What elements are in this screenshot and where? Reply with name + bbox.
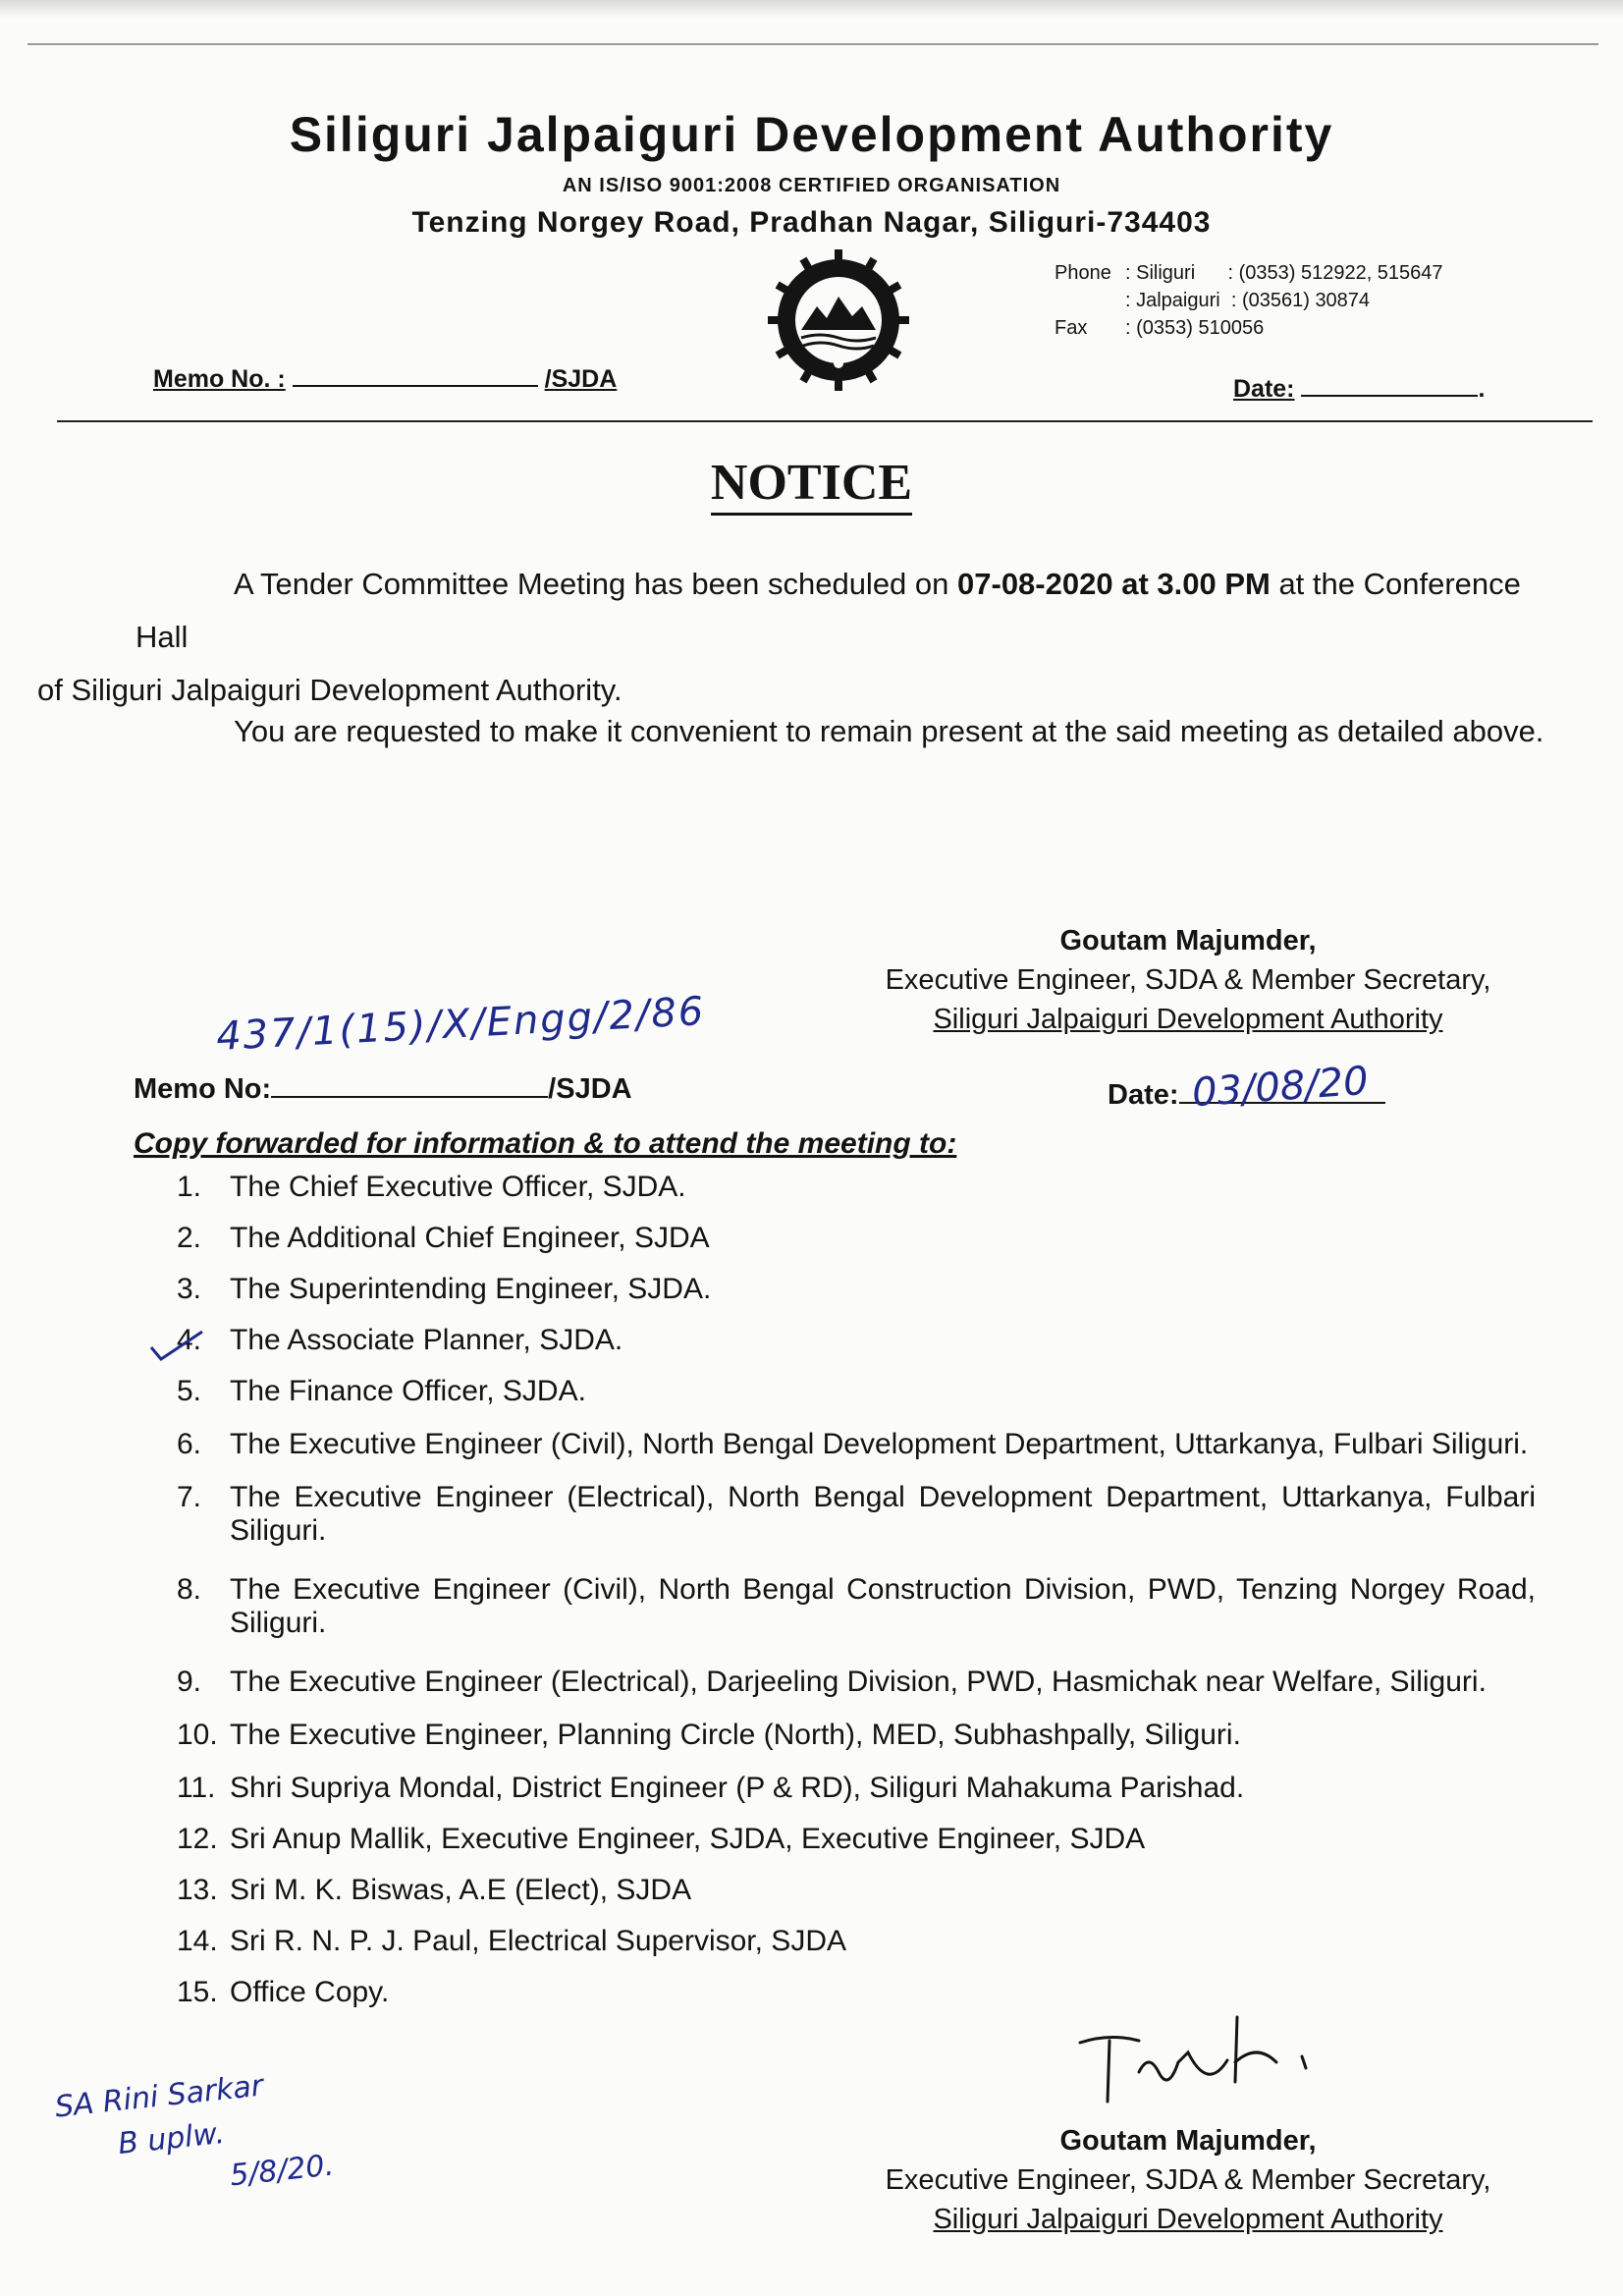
signatory-name: Goutam Majumder, (1059, 2125, 1317, 2157)
header-divider (57, 420, 1593, 422)
note-line: SA Rini Sarkar (53, 2068, 265, 2125)
list-item-number: 10. (177, 1719, 218, 1751)
signatory-block-2 (825, 2121, 1551, 2239)
sjda-seal-logo (766, 247, 911, 393)
contact-value: : Jalpaiguri : (03561) 30874 (1125, 290, 1371, 311)
note-line: 5/8/20. (228, 2148, 336, 2194)
forward-memo-suffix: /SJDA (548, 1073, 632, 1105)
org-address: Tenzing Norgey Road, Pradhan Nagar, Siliguri-734403 (411, 206, 1212, 239)
scan-top-line (27, 43, 1598, 45)
forward-memo-blank (271, 1070, 548, 1098)
list-item-text: The Additional Chief Engineer, SJDA (230, 1222, 710, 1254)
org-name: Siliguri Jalpaiguri Development Authority (289, 107, 1334, 162)
contact-label: Fax (1055, 317, 1088, 339)
list-item-text: The Superintending Engineer, SJDA. (230, 1273, 712, 1305)
notice-paragraph-2: You are requested to make it convenient to remain present at the said meeting as detailed above. (234, 714, 1544, 748)
list-item-text: The Executive Engineer (Electrical), North Bengal Development Department, Uttarkanya, Fulbari Siliguri. (230, 1481, 1536, 1547)
list-item-number: 15. (177, 1976, 218, 2008)
date-blank-line (1301, 373, 1478, 397)
list-item-number: 11. (177, 1772, 216, 1804)
handwritten-signature (1070, 2013, 1325, 2121)
list-item-number: 13. (177, 1874, 218, 1906)
contact-label: Phone (1055, 262, 1111, 284)
memo-blank-line (293, 363, 538, 387)
para1-text-cont: at the Conference Hall (135, 567, 1521, 654)
contact-fax-row (1055, 314, 1443, 342)
signatory-org: Siliguri Jalpaiguri Development Authority (933, 1004, 1443, 1035)
para1-text-end: of Siliguri Jalpaiguri Development Authority. (37, 673, 622, 707)
list-item-text: The Executive Engineer, Planning Circle (North), MED, Subhashpally, Siliguri. (230, 1719, 1241, 1751)
list-item-text: Shri Supriya Mondal, District Engineer (P & RD), Siliguri Mahakuma Parishad. (230, 1772, 1245, 1804)
list-item-number: 3. (177, 1273, 202, 1305)
signatory-designation: Executive Engineer, SJDA & Member Secretary, (885, 2164, 1491, 2196)
date-handwritten: 03/08/20 (1190, 1058, 1371, 1117)
signatory-name: Goutam Majumder, (1059, 925, 1317, 957)
signatory-block-1 (844, 921, 1532, 1039)
list-item-number: 1. (177, 1171, 202, 1203)
contact-phone-row-2 (1055, 287, 1443, 314)
list-item-number: 2. (177, 1222, 202, 1254)
list-item-text: The Executive Engineer (Electrical), Darjeeling Division, PWD, Hasmichak near Welfare, Siliguri. (230, 1666, 1487, 1698)
para1-text: A Tender Committee Meeting has been scheduled on (234, 567, 958, 601)
signatory-designation: Executive Engineer, SJDA & Member Secretary, (885, 964, 1491, 996)
list-item-text: Sri R. N. P. J. Paul, Electrical Supervisor, SJDA (230, 1925, 846, 1957)
notice-paragraph-1 (37, 558, 1540, 717)
scan-top-shadow (0, 0, 1623, 18)
forward-date-label: Date: (1108, 1079, 1179, 1111)
date-field (1233, 373, 1485, 404)
list-item-text: Sri Anup Mallik, Executive Engineer, SJDA, Executive Engineer, SJDA (230, 1823, 1146, 1855)
list-item-number: 7. (177, 1481, 202, 1513)
list-item-text: The Associate Planner, SJDA. (230, 1324, 623, 1356)
list-item-number: 5. (177, 1375, 202, 1407)
memo-label: Memo No. : (153, 365, 286, 393)
list-item-number: 9. (177, 1666, 202, 1698)
memo-suffix: /SJDA (544, 365, 618, 393)
checkmark-icon (147, 1326, 206, 1365)
date-label: Date: (1233, 375, 1295, 403)
margin-handwritten-note (53, 2058, 336, 2215)
list-item-text: Sri M. K. Biswas, A.E (Elect), SJDA (230, 1874, 692, 1906)
contact-phone-row (1055, 259, 1443, 287)
list-item-text: Office Copy. (230, 1976, 390, 2008)
note-line: B uplw. (116, 2115, 227, 2162)
notice-title (0, 454, 1623, 512)
contact-value: : (0353) 510056 (1125, 317, 1265, 339)
contact-block (1055, 259, 1443, 342)
forward-memo-field (134, 1070, 632, 1106)
list-item-text: The Executive Engineer (Civil), North Bengal Construction Division, PWD, Tenzing Norgey Road, Siliguri. (230, 1573, 1536, 1639)
signatory-org: Siliguri Jalpaiguri Development Authority (933, 2204, 1443, 2235)
certification-line: AN IS/ISO 9001:2008 CERTIFIED ORGANISATION (562, 175, 1061, 196)
list-item-text: The Finance Officer, SJDA. (230, 1375, 586, 1407)
memo-handwritten-number: 437/1(15)/X/Engg/2/86 (215, 988, 707, 1061)
list-item-number: 8. (177, 1573, 202, 1606)
list-item-text: The Chief Executive Officer, SJDA. (230, 1171, 686, 1203)
meeting-datetime: 07-08-2020 at 3.00 PM (957, 567, 1271, 601)
contact-value: : Siliguri : (0353) 512922, 515647 (1125, 262, 1443, 284)
copy-forward-heading: Copy forwarded for information & to attend the meeting to: (134, 1127, 957, 1160)
notice-title-text: NOTICE (711, 455, 912, 516)
list-item-number: 6. (177, 1428, 202, 1460)
date-suffix: . (1478, 375, 1486, 403)
forward-memo-label: Memo No: (134, 1073, 272, 1105)
list-item-number: 12. (177, 1823, 218, 1855)
list-item-text: The Executive Engineer (Civil), North Bengal Development Department, Uttarkanya, Fulbari Siliguri. (230, 1428, 1529, 1460)
list-item-number: 4. (177, 1324, 202, 1356)
memo-number-field (153, 363, 617, 394)
list-item-number: 14. (177, 1925, 218, 1957)
